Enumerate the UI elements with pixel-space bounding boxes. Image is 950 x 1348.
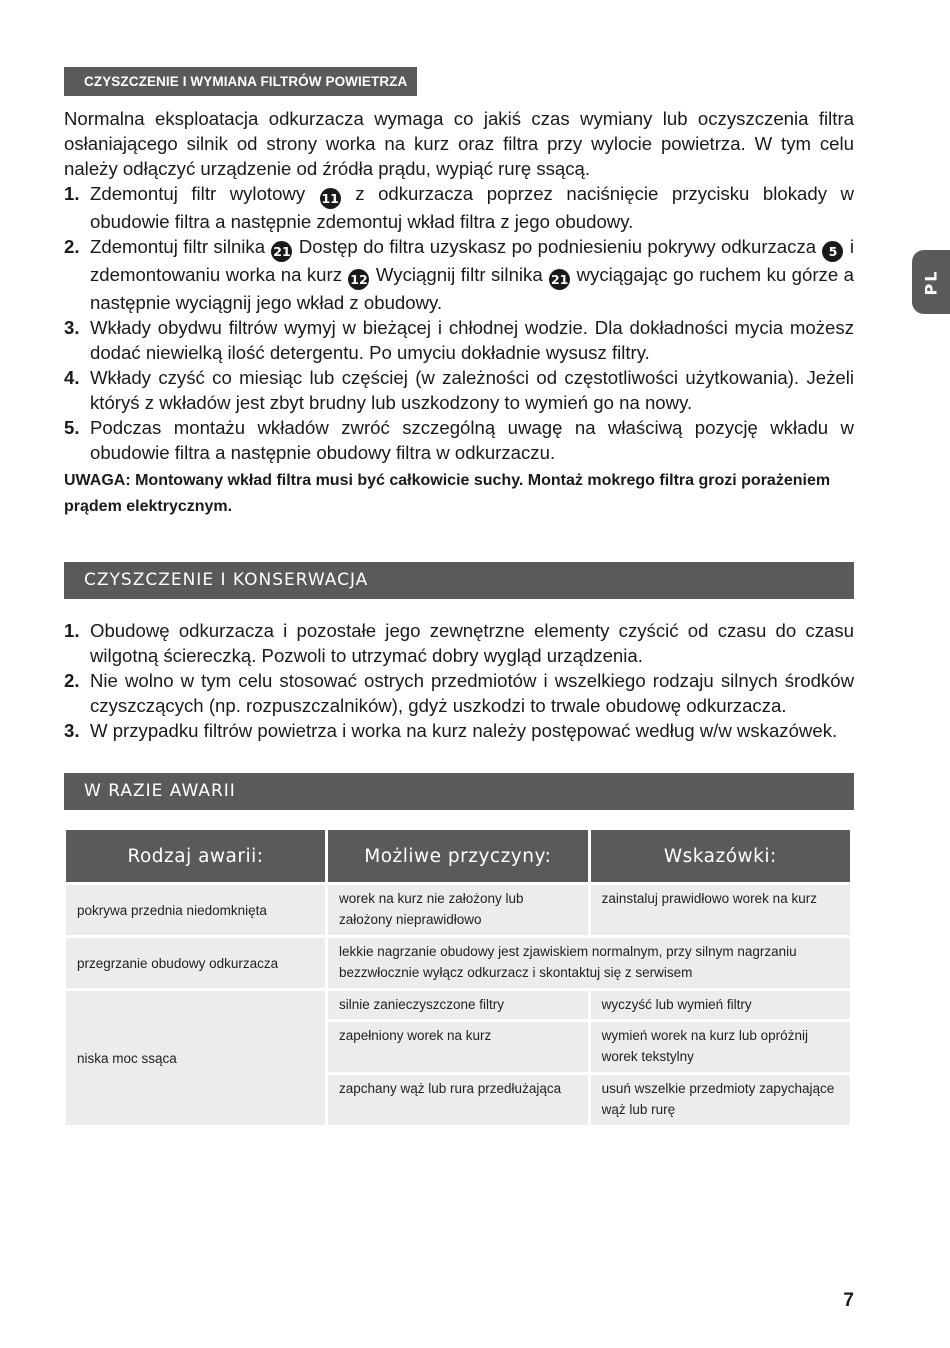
table-header-row	[66, 830, 850, 882]
step-text: Wkłady obydwu filtrów wymyj w bieżącej i chłodnej wodzie. Dla dokładności mycia możesz dodać niewielką ilość detergentu. Po umyciu dokładnie wysusz filtry.	[90, 317, 854, 363]
tip-cell: wymień worek na kurz lub opróżnij worek tekstylny	[591, 1022, 850, 1072]
list-item	[64, 415, 854, 465]
tip-cell: usuń wszelkie przedmioty zapychające wąż lub rurę	[591, 1075, 850, 1125]
table-header-fault: Rodzaj awarii:	[66, 830, 325, 882]
step-text: Podczas montażu wkładów zwróć szczególną uwagę na właściwą pozycję wkładu w obudowie filtra a następnie obudowy filtra w odkurzaczu.	[90, 417, 854, 463]
list-item-number: 2.	[64, 670, 80, 691]
fault-cell: pokrywa przednia niedomknięta	[66, 885, 325, 935]
table-row	[66, 991, 850, 1019]
list-item-number: 3.	[64, 317, 80, 338]
fault-cell: przegrzanie obudowy odkurzacza	[66, 938, 325, 988]
step-text: Dostęp do filtra uzyskasz po podniesieniu pokrywy odkurzacza	[298, 236, 817, 257]
cause-cell: lekkie nagrzanie obudowy jest zjawiskiem normalnym, przy silnym nagrzaniu bezzwłocznie wyłącz odkurzacz i skontaktuj się z serwisem	[328, 938, 850, 988]
list-item	[64, 181, 854, 234]
warning-note: UWAGA: Montowany wkład filtra musi być całkowicie suchy. Montaż mokrego filtra grozi porażeniem prądem elektrycznym.	[64, 472, 831, 515]
language-tab	[912, 250, 950, 314]
list-item-number: 3.	[64, 720, 80, 741]
reference-number-icon: 11	[320, 188, 341, 209]
step-text: Nie wolno w tym celu stosować ostrych przedmiotów i wszelkiego rodzaju silnych środków czyszczących (np. rozpuszczalników), gdyż uszkodzi to trwale obudowę odkurzacza.	[90, 670, 854, 716]
list-item-number: 5.	[64, 417, 80, 438]
list-item-number: 1.	[64, 620, 80, 641]
step-text: z odkurzacza poprzez naciśnięcie przycisku blokady w obudowie filtra a następnie zdemontuj wkład filtra z jego obudowy.	[90, 183, 854, 232]
list-item	[64, 668, 854, 718]
step-text: i zdemontowaniu worka na kurz	[90, 236, 855, 285]
reference-number-icon: 12	[348, 269, 369, 290]
troubleshooting-table	[63, 827, 853, 1128]
fault-cell: niska moc ssąca	[66, 991, 325, 1125]
table-row	[66, 938, 850, 988]
table-header-cause: Możliwe przyczyny:	[328, 830, 588, 882]
reference-number-icon: 21	[549, 269, 570, 290]
table-row	[66, 885, 850, 935]
tip-cell: wyczyść lub wymień filtry	[591, 991, 850, 1019]
step-text: Zdemontuj filtr wylotowy	[90, 183, 306, 204]
cause-cell: worek na kurz nie założony lub założony nieprawidłowo	[328, 885, 588, 935]
section-filters-title: CZYSZCZENIE I WYMIANA FILTRÓW POWIETRZA	[64, 67, 417, 96]
step-text: Wyciągnij filtr silnika	[375, 264, 543, 285]
table-header-tip: Wskazówki:	[591, 830, 850, 882]
cause-cell: silnie zanieczyszczone filtry	[328, 991, 588, 1019]
tip-cell: zainstaluj prawidłowo worek na kurz	[591, 885, 850, 935]
step-text: Obudowę odkurzacza i pozostałe jego zewnętrzne elementy czyścić od czasu do czasu wilgotną ściereczką. Pozwoli to utrzymać dobry wygląd urządzenia.	[90, 620, 854, 666]
reference-number-icon: 5	[822, 241, 843, 262]
language-tab-label: PL	[921, 269, 941, 295]
section-cleaning-steps	[64, 618, 854, 743]
cause-cell: zapełniony worek na kurz	[328, 1022, 588, 1072]
list-item-number: 1.	[64, 183, 80, 204]
section-faults-title: W RAZIE AWARII	[64, 773, 854, 810]
list-item	[64, 365, 854, 415]
list-item	[64, 315, 854, 365]
list-item-number: 4.	[64, 367, 80, 388]
reference-number-icon: 21	[271, 241, 292, 262]
list-item	[64, 618, 854, 668]
step-text: wyciągając go ruchem ku górze a następnie wyciągnij jego wkład z obudowy.	[90, 264, 854, 313]
list-item	[64, 718, 854, 743]
page-number: 7	[843, 1290, 854, 1311]
step-text: Wkłady czyść co miesiąc lub częściej (w zależności od częstotliwości użytkowania). Jeżeli któryś z wkładów jest zbyt brudny lub uszkodzony to wymień go na nowy.	[90, 367, 854, 413]
section-filters-steps	[64, 181, 854, 465]
step-text: W przypadku filtrów powietrza i worka na kurz należy postępować według w/w wskazówek.	[90, 720, 838, 741]
cause-cell: zapchany wąż lub rura przedłużająca	[328, 1075, 588, 1125]
section-cleaning-title: CZYSZCZENIE I KONSERWACJA	[64, 562, 854, 599]
list-item	[64, 234, 854, 315]
section-filters-intro: Normalna eksploatacja odkurzacza wymaga co jakiś czas wymiany lub oczyszczenia filtra osłaniającego silnik od strony worka na kurz oraz filtra przy wylocie powietrza. W tym celu należy odłączyć urządzenie od źródła prądu, wypiąć rurę ssącą.	[64, 108, 854, 179]
list-item-number: 2.	[64, 236, 80, 257]
step-text: Zdemontuj filtr silnika	[90, 236, 266, 257]
